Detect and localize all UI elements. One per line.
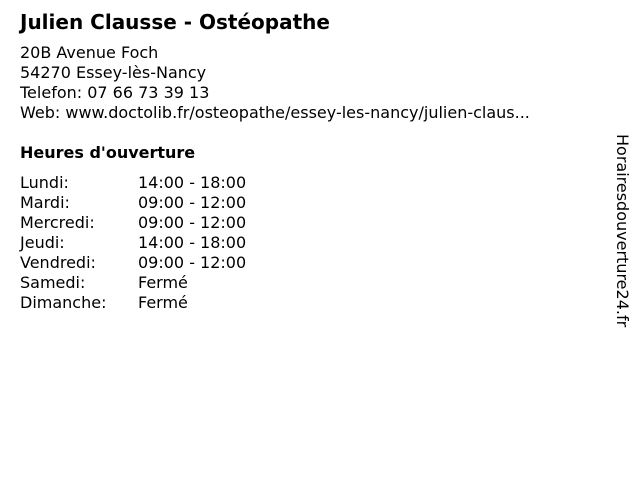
hours-row-sunday — [20, 293, 320, 313]
phone-number: Telefon: 07 66 73 39 13 — [20, 83, 210, 102]
time-value: 14:00 - 18:00 — [138, 173, 247, 192]
day-label: Jeudi: — [20, 233, 65, 252]
time-value: 14:00 - 18:00 — [138, 233, 247, 252]
hours-row-wednesday — [20, 213, 320, 233]
day-label: Mercredi: — [20, 213, 95, 232]
day-label: Mardi: — [20, 193, 70, 212]
hours-row-thursday — [20, 233, 320, 253]
day-label: Lundi: — [20, 173, 69, 192]
hours-row-monday — [20, 173, 320, 193]
time-value: Fermé — [138, 293, 188, 312]
hours-row-saturday — [20, 273, 320, 293]
hours-heading: Heures d'ouverture — [20, 143, 196, 162]
site-brand-watermark: Horairesdouverture24.fr — [613, 134, 632, 328]
city-address: 54270 Essey-lès-Nancy — [20, 63, 207, 82]
hours-row-tuesday — [20, 193, 320, 213]
opening-hours-table — [20, 173, 320, 313]
time-value: 09:00 - 12:00 — [138, 193, 247, 212]
street-address: 20B Avenue Foch — [20, 43, 159, 62]
business-title: Julien Clausse - Ostéopathe — [20, 10, 330, 34]
time-value: Fermé — [138, 273, 188, 292]
time-value: 09:00 - 12:00 — [138, 253, 247, 272]
business-contact — [20, 43, 530, 123]
day-label: Vendredi: — [20, 253, 96, 272]
hours-row-friday — [20, 253, 320, 273]
website-link: Web: www.doctolib.fr/osteopathe/essey-les-nancy/julien-claus... — [20, 103, 530, 122]
day-label: Samedi: — [20, 273, 86, 292]
day-label: Dimanche: — [20, 293, 107, 312]
time-value: 09:00 - 12:00 — [138, 213, 247, 232]
